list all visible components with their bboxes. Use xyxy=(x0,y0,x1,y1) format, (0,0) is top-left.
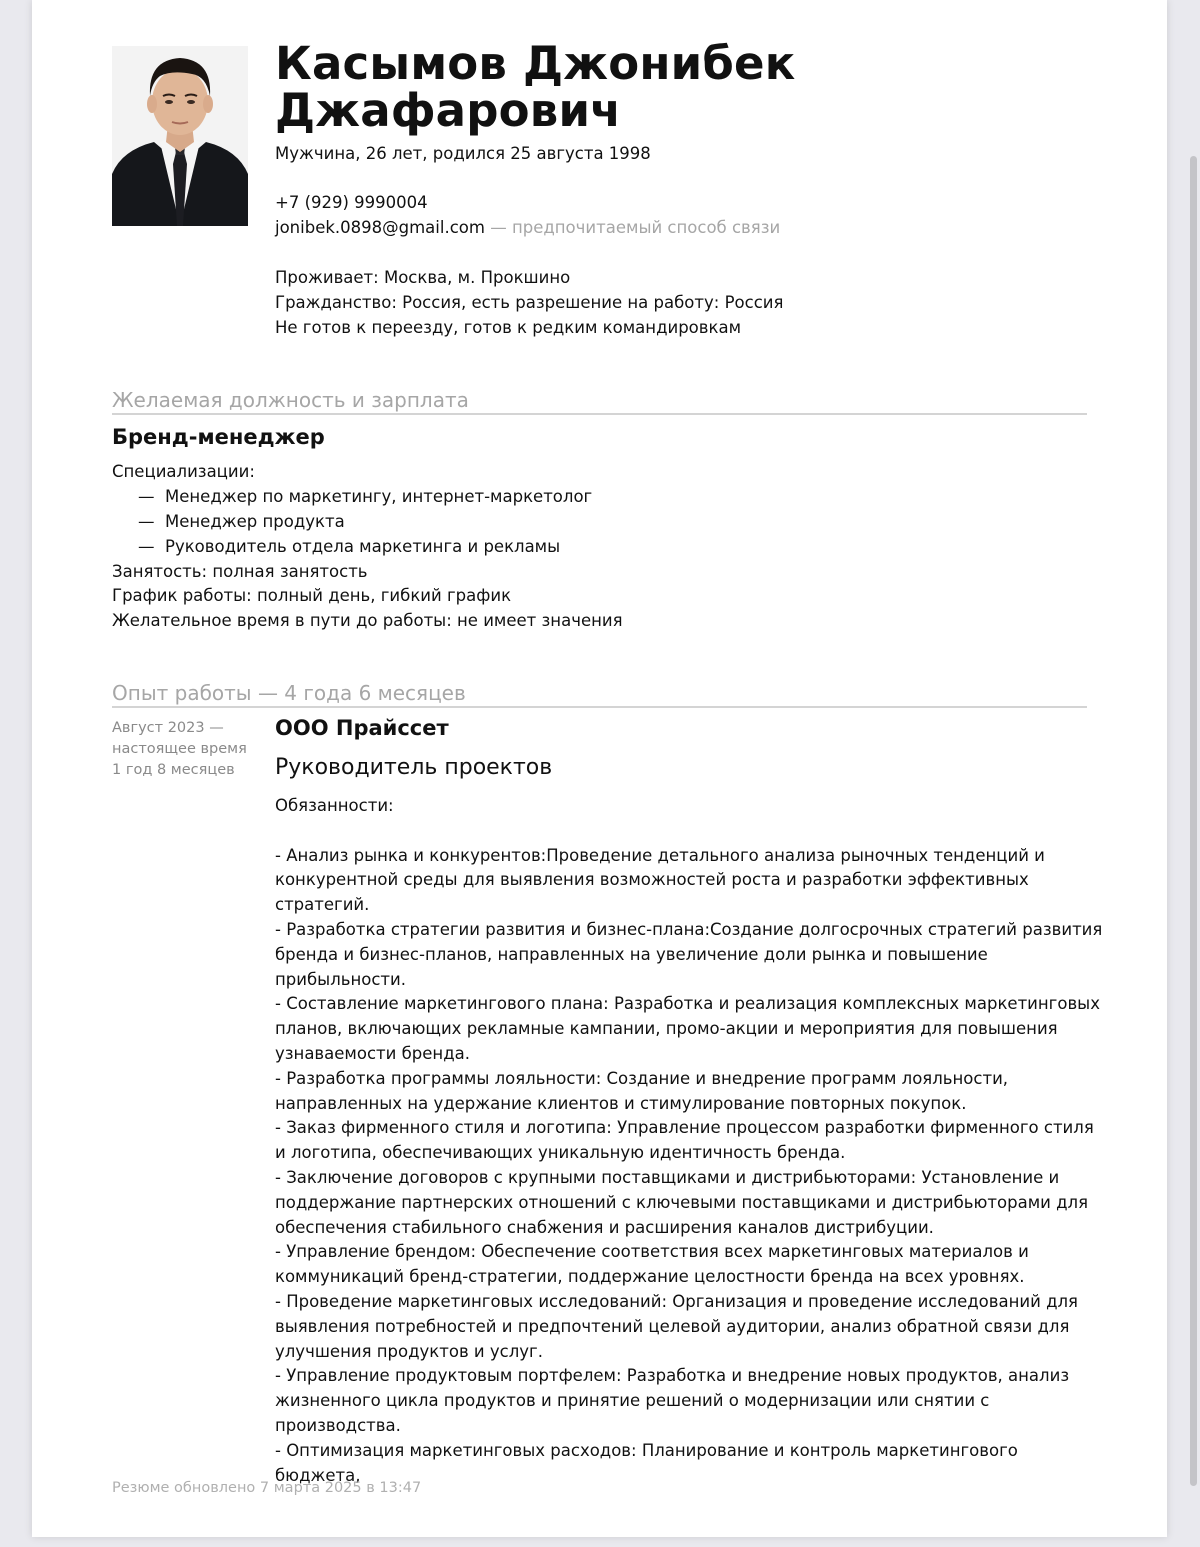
commute-time: Желательное время в пути до работы: не имеет значения xyxy=(112,611,623,630)
duty-item: - Составление маркетингового плана: Разработка и реализация комплексных маркетинговых планов, включающих рекламные кампании, промо-акции и мероприятия для повышения узнаваемости бренда. xyxy=(275,994,1100,1063)
residence: Проживает: Москва, м. Прокшино xyxy=(275,268,571,287)
dash: — xyxy=(138,487,155,506)
specialization-item xyxy=(138,484,592,509)
email-preferred-note: — предпочитаемый способ связи xyxy=(484,218,781,237)
scrollbar-thumb[interactable] xyxy=(1190,156,1197,1486)
job-duration: 1 год 8 месяцев xyxy=(112,762,235,778)
citizenship: Гражданство: Россия, есть разрешение на работу: Россия xyxy=(275,293,784,312)
email-line xyxy=(275,215,780,240)
gender-age: Мужчина, 26 лет, родился 25 августа 1998 xyxy=(275,144,651,163)
duty-item: - Управление продуктовым портфелем: Разработка и внедрение новых продуктов, анализ жизненного цикла продуктов и принятие решений о модернизации или снятии с производства. xyxy=(275,1366,1070,1435)
duty-item: - Разработка программы лояльности: Создание и внедрение программ лояльности, направленных на удержание клиентов и стимулирование повторных покупок. xyxy=(275,1068,1009,1113)
period-end: настоящее время xyxy=(112,741,247,757)
desired-position: Бренд-менеджер xyxy=(112,425,325,449)
specialization-text: Менеджер по маркетингу, интернет-маркетолог xyxy=(165,487,593,506)
job-role: Руководитель проектов xyxy=(275,755,553,780)
name-line-1: Касымов Джонибек xyxy=(275,37,796,90)
duty-item: - Заключение договоров с крупными поставщиками и дистрибьюторами: Установление и поддержание партнерских отношений с ключевыми поставщиками и дистрибьюторами для обеспечения стабильного снабжения и расширения каналов дистрибуции. xyxy=(275,1167,1088,1237)
company-name: ООО Прайссет xyxy=(275,716,449,740)
name-line-2: Джафарович xyxy=(275,84,622,137)
specializations-label: Специализации: xyxy=(112,462,255,481)
resume-page xyxy=(32,0,1167,1537)
phone-number[interactable]: +7 (929) 9990004 xyxy=(275,193,428,212)
dash: — xyxy=(138,537,155,556)
email-address[interactable]: jonibek.0898@gmail.com xyxy=(275,218,485,237)
relocation: Не готов к переезду, готов к редким командировкам xyxy=(275,318,742,337)
resume-updated-date: Резюме обновлено 7 марта 2025 в 13:47 xyxy=(112,1480,422,1496)
duties-label: Обязанности: xyxy=(275,796,394,815)
desired-section-title: Желаемая должность и зарплата xyxy=(112,388,1087,415)
candidate-name xyxy=(275,37,1095,137)
job-duties xyxy=(275,794,1105,1488)
dash: — xyxy=(138,512,155,531)
duty-item: - Управление брендом: Обеспечение соответствия всех маркетинговых материалов и коммуникаций бренд-стратегии, поддержание целостности бренда на всех уровнях. xyxy=(275,1242,1029,1287)
scrollbar[interactable] xyxy=(1186,0,1200,1547)
blank-line xyxy=(275,819,1105,844)
duty-item: - Заказ фирменного стиля и логотипа: Управление процессом разработки фирменного стиля и логотипа, обеспечивающих уникальную идентичность бренда. xyxy=(275,1118,1094,1163)
profile-photo xyxy=(112,46,248,226)
period-start: Август 2023 — xyxy=(112,720,224,736)
specialization-item xyxy=(138,509,345,534)
job-period xyxy=(112,718,247,781)
duty-item: - Оптимизация маркетинговых расходов: Планирование и контроль маркетингового бюджета, xyxy=(275,1440,1018,1485)
duty-item: - Анализ рынка и конкурентов:Проведение детального анализа рыночных тенденций и конкурентной среды для выявления возможностей роста и разработки эффективных стратегий. xyxy=(275,845,1045,915)
work-schedule: График работы: полный день, гибкий график xyxy=(112,586,512,605)
specialization-item xyxy=(138,534,560,559)
experience-section-title: Опыт работы — 4 года 6 месяцев xyxy=(112,681,1087,708)
employment-type: Занятость: полная занятость xyxy=(112,562,368,581)
duty-item: - Разработка стратегии развития и бизнес-плана:Создание долгосрочных стратегий развития бренда и бизнес-планов, направленных на увеличение доли рынка и повышение прибыльности. xyxy=(275,919,1103,989)
specialization-text: Руководитель отдела маркетинга и рекламы xyxy=(165,537,561,556)
duty-item: - Проведение маркетинговых исследований: Организация и проведение исследований для выявления потребностей и предпочтений целевой аудитории, анализ обратной связи для улучшения продуктов и услуг. xyxy=(275,1291,1078,1361)
specialization-text: Менеджер продукта xyxy=(165,512,345,531)
